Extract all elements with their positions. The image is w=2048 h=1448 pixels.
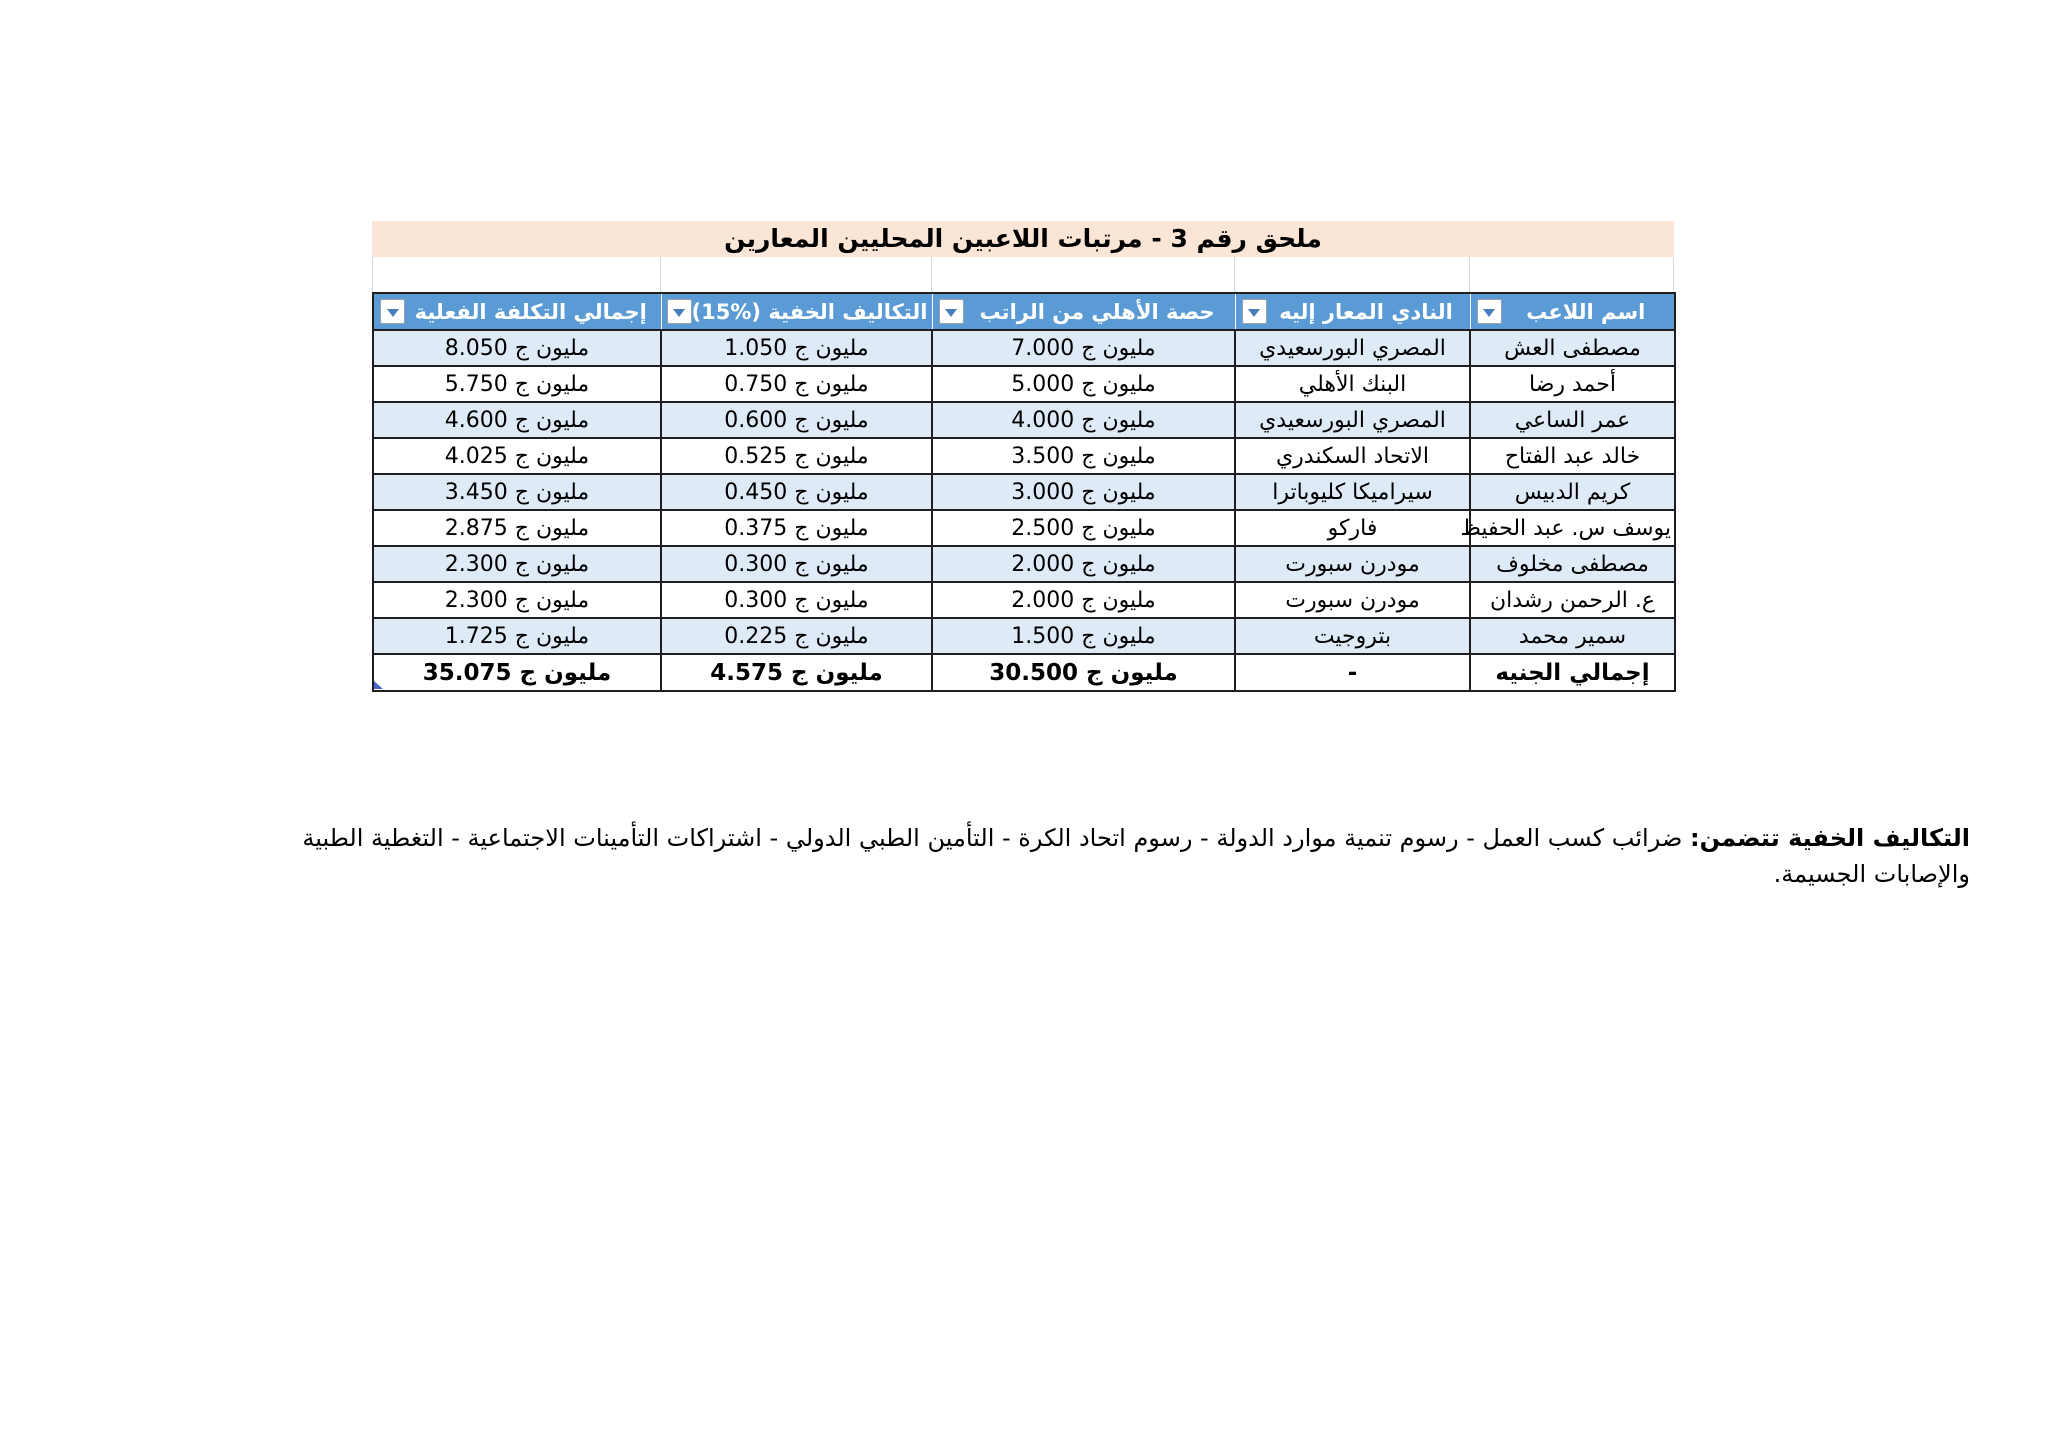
club-cell: بتروجيت <box>1235 618 1470 654</box>
total-cost-cell <box>373 366 661 402</box>
totals-total-cost-cell <box>373 654 661 691</box>
filter-dropdown-button[interactable] <box>667 299 692 324</box>
player-cell: أحمد رضا <box>1470 366 1675 402</box>
totals-club-cell: - <box>1235 654 1470 691</box>
total-cost-value: 1.725 مليون ج <box>444 623 590 649</box>
totals-hidden-cost-cell <box>661 654 932 691</box>
salary-value: 3.500 مليون ج <box>1011 443 1156 469</box>
salary-value: 4.000 مليون ج <box>1011 407 1156 433</box>
player-cell: يوسف س. عبد الحفيظ <box>1470 510 1675 546</box>
hidden-cost-value: 0.300 مليون ج <box>724 587 869 613</box>
totals-label-cell: إجمالي الجنيه <box>1470 654 1675 691</box>
hidden-cost-value: 0.375 مليون ج <box>724 515 869 541</box>
table-row <box>373 402 1675 438</box>
total-cost-cell <box>373 510 661 546</box>
footnote-lead: التكاليف الخفية تتضمن: <box>1689 824 1970 852</box>
spreadsheet-block <box>372 221 1674 692</box>
chevron-down-icon <box>1248 309 1260 317</box>
player-cell: كريم الدبيس <box>1470 474 1675 510</box>
player-cell: خالد عبد الفتاح <box>1470 438 1675 474</box>
hidden-cost-value: 0.600 مليون ج <box>724 407 869 433</box>
hidden-costs-footnote <box>302 820 1970 892</box>
total-cost-cell <box>373 402 661 438</box>
total-cost-value: 2.300 مليون ج <box>444 551 590 577</box>
column-header-label: حصة الأهلي من الراتب <box>979 299 1215 324</box>
total-cost-value: 4.025 مليون ج <box>444 443 590 469</box>
appendix-title: ملحق رقم 3 - مرتبات اللاعبين المحليين المعارين <box>372 221 1674 257</box>
column-header-club <box>1235 293 1470 330</box>
totals-salary-cell <box>932 654 1235 691</box>
club-cell: مودرن سبورت <box>1235 546 1470 582</box>
club-cell: المصري البورسعيدي <box>1235 330 1470 366</box>
gridline <box>931 257 932 292</box>
total-cost-value: 8.050 مليون ج <box>444 335 590 361</box>
column-header-label: اسم اللاعب <box>1526 299 1646 324</box>
filter-dropdown-button[interactable] <box>1242 299 1267 324</box>
table-row <box>373 474 1675 510</box>
salary-cell <box>932 546 1235 582</box>
total-cost-cell <box>373 546 661 582</box>
hidden-cost-cell <box>661 330 932 366</box>
totals-hidden-cost-value: 4.575 مليون ج <box>710 659 883 686</box>
salary-cell <box>932 366 1235 402</box>
salary-cell <box>932 510 1235 546</box>
table-row <box>373 618 1675 654</box>
total-cost-value: 3.450 مليون ج <box>444 479 590 505</box>
hidden-cost-cell <box>661 474 932 510</box>
hidden-cost-value: 0.225 مليون ج <box>724 623 869 649</box>
footnote-line-1 <box>302 820 1970 856</box>
salary-value: 2.000 مليون ج <box>1011 587 1156 613</box>
column-header-total-cost <box>373 293 661 330</box>
gridline <box>660 257 661 292</box>
total-cost-cell <box>373 330 661 366</box>
club-cell: فاركو <box>1235 510 1470 546</box>
hidden-cost-cell <box>661 618 932 654</box>
club-cell: الاتحاد السكندري <box>1235 438 1470 474</box>
hidden-cost-cell <box>661 402 932 438</box>
hidden-cost-value: 1.050 مليون ج <box>724 335 869 361</box>
table-row <box>373 546 1675 582</box>
club-cell: المصري البورسعيدي <box>1235 402 1470 438</box>
total-cost-cell <box>373 618 661 654</box>
hidden-cost-value: 0.750 مليون ج <box>724 371 869 397</box>
table-row <box>373 438 1675 474</box>
table-row <box>373 330 1675 366</box>
total-cost-value: 5.750 مليون ج <box>444 371 590 397</box>
blank-spreadsheet-row <box>372 257 1674 292</box>
column-header-label: إجمالي التكلفة الفعلية <box>414 299 647 324</box>
table-row <box>373 510 1675 546</box>
total-cost-value: 4.600 مليون ج <box>444 407 590 433</box>
hidden-cost-cell <box>661 510 932 546</box>
hidden-cost-cell <box>661 582 932 618</box>
total-cost-value: 2.300 مليون ج <box>444 587 590 613</box>
filter-dropdown-button[interactable] <box>939 299 964 324</box>
player-cell: سمير محمد <box>1470 618 1675 654</box>
table-row <box>373 366 1675 402</box>
column-header-label: النادي المعار إليه <box>1279 299 1453 324</box>
total-cost-cell <box>373 438 661 474</box>
salary-value: 2.500 مليون ج <box>1011 515 1156 541</box>
club-cell: البنك الأهلي <box>1235 366 1470 402</box>
salary-value: 7.000 مليون ج <box>1011 335 1156 361</box>
loaned-players-salary-table <box>372 292 1676 692</box>
column-header-player <box>1470 293 1675 330</box>
hidden-cost-value: 0.300 مليون ج <box>724 551 869 577</box>
salary-cell <box>932 438 1235 474</box>
hidden-cost-value: 0.525 مليون ج <box>724 443 869 469</box>
salary-cell <box>932 582 1235 618</box>
player-cell: مصطفى مخلوف <box>1470 546 1675 582</box>
totals-row <box>373 654 1675 691</box>
salary-cell <box>932 618 1235 654</box>
gridline <box>1469 257 1470 292</box>
hidden-cost-cell <box>661 438 932 474</box>
chevron-down-icon <box>387 309 399 317</box>
chevron-down-icon <box>673 309 685 317</box>
player-cell: ع. الرحمن رشدان <box>1470 582 1675 618</box>
gridline <box>372 257 373 292</box>
column-header-hidden-costs <box>661 293 932 330</box>
player-cell: مصطفى العش <box>1470 330 1675 366</box>
gridline <box>1673 257 1674 292</box>
total-cost-value: 2.875 مليون ج <box>444 515 590 541</box>
salary-cell <box>932 474 1235 510</box>
chevron-down-icon <box>1483 309 1495 317</box>
footnote-text: ضرائب كسب العمل - رسوم تنمية موارد الدولة - رسوم اتحاد الكرة - التأمين الطبي الدولي - اشتراكات التأمينات الاجتماعية - التغطية الطبية <box>302 824 1683 852</box>
salary-value: 5.000 مليون ج <box>1011 371 1156 397</box>
club-cell: سيراميكا كليوباترا <box>1235 474 1470 510</box>
filter-dropdown-button[interactable] <box>380 299 405 324</box>
totals-total-cost-value: 35.075 مليون ج <box>422 659 612 686</box>
hidden-cost-value: 0.450 مليون ج <box>724 479 869 505</box>
salary-value: 1.500 مليون ج <box>1011 623 1156 649</box>
column-header-salary-share <box>932 293 1235 330</box>
table-row <box>373 582 1675 618</box>
hidden-cost-cell <box>661 366 932 402</box>
salary-value: 3.000 مليون ج <box>1011 479 1156 505</box>
salary-cell <box>932 330 1235 366</box>
salary-value: 2.000 مليون ج <box>1011 551 1156 577</box>
salary-cell <box>932 402 1235 438</box>
totals-salary-value: 30.500 مليون ج <box>989 659 1178 686</box>
hidden-cost-cell <box>661 546 932 582</box>
column-header-label: التكاليف الخفية (%15) <box>691 299 928 324</box>
club-cell: مودرن سبورت <box>1235 582 1470 618</box>
footnote-line-2: والإصابات الجسيمة. <box>1773 860 1970 888</box>
player-cell: عمر الساعي <box>1470 402 1675 438</box>
total-cost-cell <box>373 474 661 510</box>
total-cost-cell <box>373 582 661 618</box>
chevron-down-icon <box>945 309 957 317</box>
header-row <box>373 293 1675 330</box>
gridline <box>1234 257 1235 292</box>
filter-dropdown-button[interactable] <box>1477 299 1502 324</box>
